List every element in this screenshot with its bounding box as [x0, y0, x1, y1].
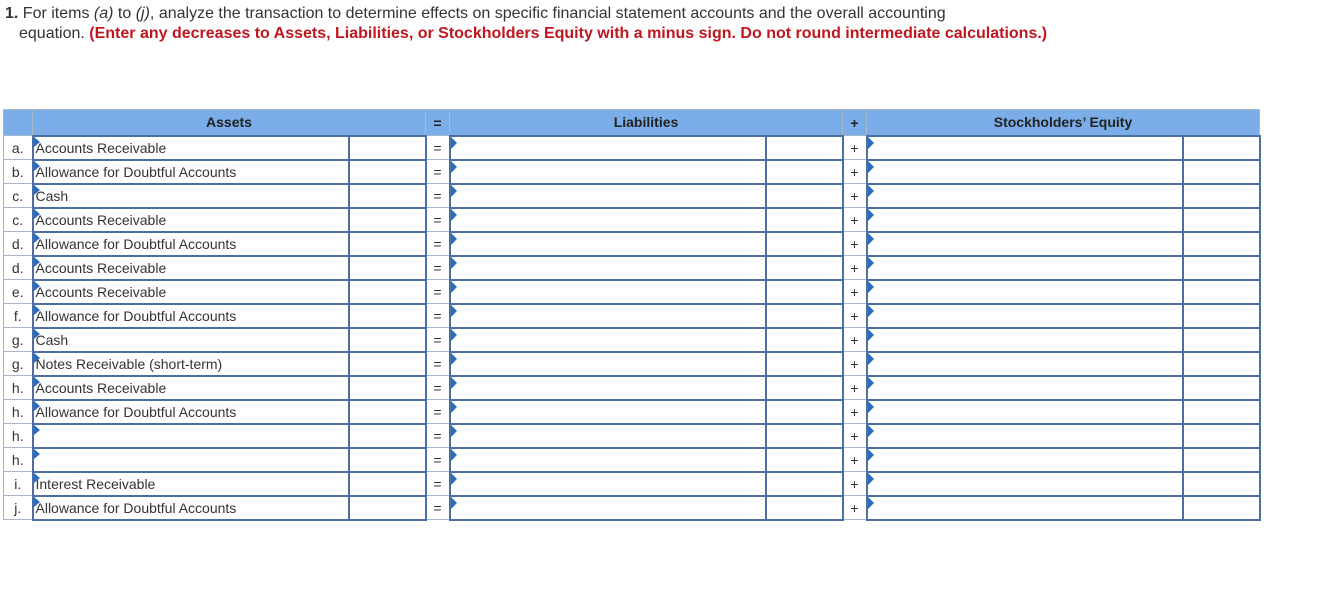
row-letter [4, 352, 33, 376]
liabilities-amount-input[interactable] [766, 232, 843, 256]
operator-label: = [433, 427, 442, 444]
question-text-b: to [113, 5, 136, 22]
row-letter [4, 496, 33, 520]
equals-sign [426, 400, 450, 424]
account-name: Allowance for Doubtful Accounts [35, 163, 237, 180]
dropdown-marker-icon [868, 473, 874, 485]
liabilities-account-dropdown[interactable] [450, 136, 766, 160]
equity-amount-input[interactable] [1183, 160, 1260, 184]
dropdown-marker-icon [34, 137, 40, 147]
operator-label: + [850, 307, 859, 324]
table-row [4, 496, 1260, 520]
liabilities-amount-input[interactable] [766, 328, 843, 352]
liabilities-account-dropdown[interactable] [450, 328, 766, 352]
account-name: Accounts Receivable [35, 211, 167, 228]
operator-label: + [850, 427, 859, 444]
liabilities-account-dropdown[interactable] [450, 304, 766, 328]
dropdown-marker-icon [868, 353, 874, 365]
operator-label: + [850, 235, 859, 252]
row-letter-label: d. [11, 235, 24, 252]
assets-account-dropdown[interactable] [33, 376, 349, 400]
plus-sign [843, 184, 867, 208]
dropdown-marker-icon [451, 305, 457, 317]
equals-sign [426, 184, 450, 208]
operator-label: + [850, 163, 859, 180]
dropdown-marker-icon [868, 137, 874, 149]
account-name: Notes Receivable (short-term) [35, 355, 223, 372]
equals-sign [426, 376, 450, 400]
operator-label: + [850, 211, 859, 228]
plus-sign [843, 328, 867, 352]
dropdown-marker-icon [451, 377, 457, 389]
row-letter-label: c. [12, 187, 24, 204]
equals-sign [426, 352, 450, 376]
operator-label: + [850, 475, 859, 492]
liabilities-amount-input[interactable] [766, 304, 843, 328]
dropdown-marker-icon [451, 449, 457, 461]
operator-label: = [433, 211, 442, 228]
row-letter [4, 232, 33, 256]
row-letter [4, 448, 33, 472]
dropdown-marker-icon [451, 161, 457, 173]
dropdown-marker-icon [34, 377, 40, 387]
liabilities-account-dropdown[interactable] [450, 208, 766, 232]
dropdown-marker-icon [868, 377, 874, 389]
operator-label: = [433, 475, 442, 492]
liabilities-amount-input[interactable] [766, 472, 843, 496]
assets-amount-input[interactable] [349, 376, 426, 400]
dropdown-marker-icon [868, 449, 874, 461]
equity-account-dropdown[interactable] [867, 208, 1183, 232]
row-letter [4, 472, 33, 496]
operator-label: + [850, 187, 859, 204]
question-item-a: (a) [93, 5, 114, 22]
dropdown-marker-icon [451, 209, 457, 221]
dropdown-marker-icon [868, 305, 874, 317]
liabilities-account-dropdown[interactable] [450, 448, 766, 472]
assets-amount-input[interactable] [349, 400, 426, 424]
question-continuation [5, 24, 1065, 44]
equity-account-dropdown[interactable] [867, 304, 1183, 328]
account-name: Cash [35, 187, 69, 204]
equals-sign [426, 232, 450, 256]
dropdown-marker-icon [34, 401, 40, 411]
operator-label: + [850, 139, 859, 156]
operator-label: = [433, 307, 442, 324]
question-item-j: (j) [135, 5, 150, 22]
header-equals: = [426, 110, 450, 136]
liabilities-amount-input[interactable] [766, 424, 843, 448]
row-letter-label: i. [14, 475, 22, 492]
operator-label: + [850, 355, 859, 372]
liabilities-amount-input[interactable] [766, 376, 843, 400]
dropdown-marker-icon [34, 425, 40, 435]
header-plus: + [843, 110, 867, 136]
row-letter-label: d. [11, 259, 24, 276]
operator-label: + [850, 259, 859, 276]
liabilities-account-dropdown[interactable] [450, 496, 766, 520]
account-name: Accounts Receivable [35, 283, 167, 300]
row-letter-label: e. [11, 283, 24, 300]
operator-label: = [433, 163, 442, 180]
row-letter [4, 328, 33, 352]
liabilities-amount-input[interactable] [766, 496, 843, 520]
equity-account-dropdown[interactable] [867, 136, 1183, 160]
operator-label: + [850, 451, 859, 468]
table-row [4, 232, 1260, 256]
account-name: Accounts Receivable [35, 139, 167, 156]
dropdown-marker-icon [868, 401, 874, 413]
assets-amount-input[interactable] [349, 304, 426, 328]
equity-amount-input[interactable] [1183, 496, 1260, 520]
assets-account-dropdown[interactable] [33, 208, 349, 232]
liabilities-account-dropdown[interactable] [450, 376, 766, 400]
row-letter-label: c. [12, 211, 24, 228]
accounting-equation-table [3, 109, 1261, 521]
table-row [4, 376, 1260, 400]
question-instruction: (Enter any decreases to Assets, Liabilities, or Stockholders Equity with a minus sign. Do not round intermediate calculations.) [89, 25, 1048, 42]
operator-label: = [433, 451, 442, 468]
equity-amount-input[interactable] [1183, 328, 1260, 352]
dropdown-marker-icon [451, 401, 457, 413]
equity-account-dropdown[interactable] [867, 160, 1183, 184]
row-letter [4, 256, 33, 280]
account-name: Allowance for Doubtful Accounts [35, 403, 237, 420]
equity-amount-input[interactable] [1183, 352, 1260, 376]
table-row [4, 352, 1260, 376]
dropdown-marker-icon [451, 281, 457, 293]
dropdown-marker-icon [34, 257, 40, 267]
dropdown-marker-icon [34, 449, 40, 459]
liabilities-account-dropdown[interactable] [450, 472, 766, 496]
dropdown-marker-icon [868, 281, 874, 293]
dropdown-marker-icon [868, 425, 874, 437]
dropdown-marker-icon [451, 233, 457, 245]
equity-amount-input[interactable] [1183, 424, 1260, 448]
row-letter [4, 280, 33, 304]
equity-amount-input[interactable] [1183, 208, 1260, 232]
assets-account-dropdown[interactable] [33, 232, 349, 256]
header-letter-blank [4, 110, 33, 136]
equals-sign [426, 280, 450, 304]
operator-label: = [433, 283, 442, 300]
equity-account-dropdown[interactable] [867, 184, 1183, 208]
equity-account-dropdown[interactable] [867, 472, 1183, 496]
assets-account-dropdown[interactable] [33, 136, 349, 160]
dropdown-marker-icon [451, 257, 457, 269]
dropdown-marker-icon [451, 185, 457, 197]
table-row [4, 472, 1260, 496]
account-name: Interest Receivable [35, 475, 156, 492]
row-letter-label: f. [13, 307, 22, 324]
dropdown-marker-icon [34, 161, 40, 171]
equity-account-dropdown[interactable] [867, 256, 1183, 280]
operator-label: = [433, 379, 442, 396]
assets-account-dropdown[interactable] [33, 160, 349, 184]
row-letter [4, 424, 33, 448]
table-row [4, 424, 1260, 448]
account-name: Allowance for Doubtful Accounts [35, 307, 237, 324]
plus-sign [843, 496, 867, 520]
liabilities-amount-input[interactable] [766, 136, 843, 160]
equity-account-dropdown[interactable] [867, 280, 1183, 304]
table-row [4, 184, 1260, 208]
dropdown-marker-icon [34, 497, 40, 507]
table-row [4, 304, 1260, 328]
equity-amount-input[interactable] [1183, 184, 1260, 208]
header-assets: Assets [33, 110, 426, 136]
assets-amount-input[interactable] [349, 232, 426, 256]
dropdown-marker-icon [34, 305, 40, 315]
dropdown-marker-icon [868, 233, 874, 245]
operator-label: + [850, 379, 859, 396]
question-prompt [5, 4, 1065, 44]
header-equity: Stockholders’ Equity [867, 110, 1260, 136]
operator-label: = [433, 355, 442, 372]
operator-label: + [850, 403, 859, 420]
liabilities-account-dropdown[interactable] [450, 280, 766, 304]
plus-sign [843, 208, 867, 232]
account-name: Accounts Receivable [35, 259, 167, 276]
liabilities-amount-input[interactable] [766, 280, 843, 304]
assets-amount-input[interactable] [349, 496, 426, 520]
equity-account-dropdown[interactable] [867, 232, 1183, 256]
table-row [4, 256, 1260, 280]
equity-amount-input[interactable] [1183, 304, 1260, 328]
equity-amount-input[interactable] [1183, 256, 1260, 280]
plus-sign [843, 280, 867, 304]
liabilities-account-dropdown[interactable] [450, 400, 766, 424]
equity-account-dropdown[interactable] [867, 424, 1183, 448]
dropdown-marker-icon [868, 329, 874, 341]
question-text-c: , analyze the transaction to determine effects on specific financial statement accounts and the overall accounting [149, 5, 946, 22]
dropdown-marker-icon [451, 473, 457, 485]
assets-amount-input[interactable] [349, 256, 426, 280]
operator-label: = [433, 331, 442, 348]
assets-amount-input[interactable] [349, 424, 426, 448]
plus-sign [843, 160, 867, 184]
equity-account-dropdown[interactable] [867, 496, 1183, 520]
liabilities-account-dropdown[interactable] [450, 424, 766, 448]
table-row [4, 208, 1260, 232]
row-letter-label: h. [11, 451, 24, 468]
dropdown-marker-icon [34, 353, 40, 363]
assets-account-dropdown[interactable] [33, 352, 349, 376]
operator-label: = [433, 235, 442, 252]
operator-label: = [433, 259, 442, 276]
row-letter [4, 400, 33, 424]
equity-account-dropdown[interactable] [867, 376, 1183, 400]
operator-label: + [850, 331, 859, 348]
row-letter-label: h. [11, 403, 24, 420]
row-letter-label: h. [11, 379, 24, 396]
dropdown-marker-icon [868, 257, 874, 269]
liabilities-amount-input[interactable] [766, 256, 843, 280]
dropdown-marker-icon [34, 185, 40, 195]
assets-account-dropdown[interactable] [33, 280, 349, 304]
plus-sign [843, 376, 867, 400]
operator-label: = [433, 403, 442, 420]
equals-sign [426, 208, 450, 232]
assets-amount-input[interactable] [349, 472, 426, 496]
plus-sign [843, 424, 867, 448]
account-name: Allowance for Doubtful Accounts [35, 499, 237, 516]
liabilities-account-dropdown[interactable] [450, 352, 766, 376]
dropdown-marker-icon [451, 329, 457, 341]
assets-amount-input[interactable] [349, 352, 426, 376]
question-text-a: For items [18, 5, 94, 22]
assets-amount-input[interactable] [349, 448, 426, 472]
table-row [4, 160, 1260, 184]
account-name: Allowance for Doubtful Accounts [35, 235, 237, 252]
equity-amount-input[interactable] [1183, 232, 1260, 256]
dropdown-marker-icon [34, 281, 40, 291]
equals-sign [426, 136, 450, 160]
liabilities-amount-input[interactable] [766, 184, 843, 208]
table-row [4, 328, 1260, 352]
equals-sign [426, 472, 450, 496]
equity-amount-input[interactable] [1183, 400, 1260, 424]
equity-amount-input[interactable] [1183, 136, 1260, 160]
plus-sign [843, 400, 867, 424]
plus-sign [843, 352, 867, 376]
dropdown-marker-icon [451, 497, 457, 509]
liabilities-amount-input[interactable] [766, 400, 843, 424]
assets-amount-input[interactable] [349, 160, 426, 184]
assets-account-dropdown[interactable] [33, 304, 349, 328]
dropdown-marker-icon [868, 161, 874, 173]
liabilities-amount-input[interactable] [766, 352, 843, 376]
row-letter [4, 208, 33, 232]
assets-account-dropdown[interactable] [33, 424, 349, 448]
question-number: 1. [5, 5, 19, 22]
table-row [4, 448, 1260, 472]
account-name: Cash [35, 331, 69, 348]
plus-sign [843, 304, 867, 328]
row-letter-label: g. [11, 331, 24, 348]
operator-label: = [433, 499, 442, 516]
dropdown-marker-icon [34, 473, 40, 483]
equals-sign [426, 496, 450, 520]
assets-account-dropdown[interactable] [33, 472, 349, 496]
plus-sign [843, 448, 867, 472]
liabilities-account-dropdown[interactable] [450, 184, 766, 208]
assets-account-dropdown[interactable] [33, 448, 349, 472]
dropdown-marker-icon [451, 353, 457, 365]
equity-amount-input[interactable] [1183, 472, 1260, 496]
assets-account-dropdown[interactable] [33, 328, 349, 352]
plus-sign [843, 232, 867, 256]
row-letter [4, 376, 33, 400]
assets-amount-input[interactable] [349, 208, 426, 232]
header-liabilities: Liabilities [450, 110, 843, 136]
assets-account-dropdown[interactable] [33, 400, 349, 424]
equity-amount-input[interactable] [1183, 280, 1260, 304]
assets-amount-input[interactable] [349, 184, 426, 208]
assets-amount-input[interactable] [349, 136, 426, 160]
equity-amount-input[interactable] [1183, 376, 1260, 400]
equity-account-dropdown[interactable] [867, 352, 1183, 376]
row-letter [4, 304, 33, 328]
equals-sign [426, 256, 450, 280]
operator-label: + [850, 283, 859, 300]
account-name: Accounts Receivable [35, 379, 167, 396]
equity-account-dropdown[interactable] [867, 328, 1183, 352]
row-letter-label: j. [14, 499, 22, 516]
dropdown-marker-icon [34, 233, 40, 243]
liabilities-account-dropdown[interactable] [450, 256, 766, 280]
row-letter-label: a. [11, 139, 24, 156]
row-letter-label: b. [11, 163, 24, 180]
assets-account-dropdown[interactable] [33, 184, 349, 208]
operator-label: = [433, 139, 442, 156]
equals-sign [426, 304, 450, 328]
table-row [4, 280, 1260, 304]
equity-account-dropdown[interactable] [867, 400, 1183, 424]
table-row [4, 400, 1260, 424]
assets-amount-input[interactable] [349, 280, 426, 304]
equals-sign [426, 448, 450, 472]
equals-sign [426, 424, 450, 448]
equals-sign [426, 160, 450, 184]
row-letter [4, 184, 33, 208]
question-text-d: equation. [19, 25, 90, 42]
dropdown-marker-icon [868, 497, 874, 509]
dropdown-marker-icon [34, 209, 40, 219]
equity-amount-input[interactable] [1183, 448, 1260, 472]
assets-account-dropdown[interactable] [33, 496, 349, 520]
liabilities-amount-input[interactable] [766, 160, 843, 184]
plus-sign [843, 256, 867, 280]
operator-label: = [433, 187, 442, 204]
dropdown-marker-icon [451, 425, 457, 437]
table-header-row [4, 110, 1260, 136]
row-letter [4, 160, 33, 184]
row-letter-label: g. [11, 355, 24, 372]
liabilities-amount-input[interactable] [766, 208, 843, 232]
operator-label: + [850, 499, 859, 516]
equity-account-dropdown[interactable] [867, 448, 1183, 472]
liabilities-account-dropdown[interactable] [450, 232, 766, 256]
assets-amount-input[interactable] [349, 328, 426, 352]
equals-sign [426, 328, 450, 352]
liabilities-account-dropdown[interactable] [450, 160, 766, 184]
dropdown-marker-icon [868, 209, 874, 221]
table-row [4, 136, 1260, 160]
dropdown-marker-icon [868, 185, 874, 197]
liabilities-amount-input[interactable] [766, 448, 843, 472]
plus-sign [843, 472, 867, 496]
assets-account-dropdown[interactable] [33, 256, 349, 280]
row-letter-label: h. [11, 427, 24, 444]
dropdown-marker-icon [34, 329, 40, 339]
dropdown-marker-icon [451, 137, 457, 149]
plus-sign [843, 136, 867, 160]
row-letter [4, 136, 33, 160]
